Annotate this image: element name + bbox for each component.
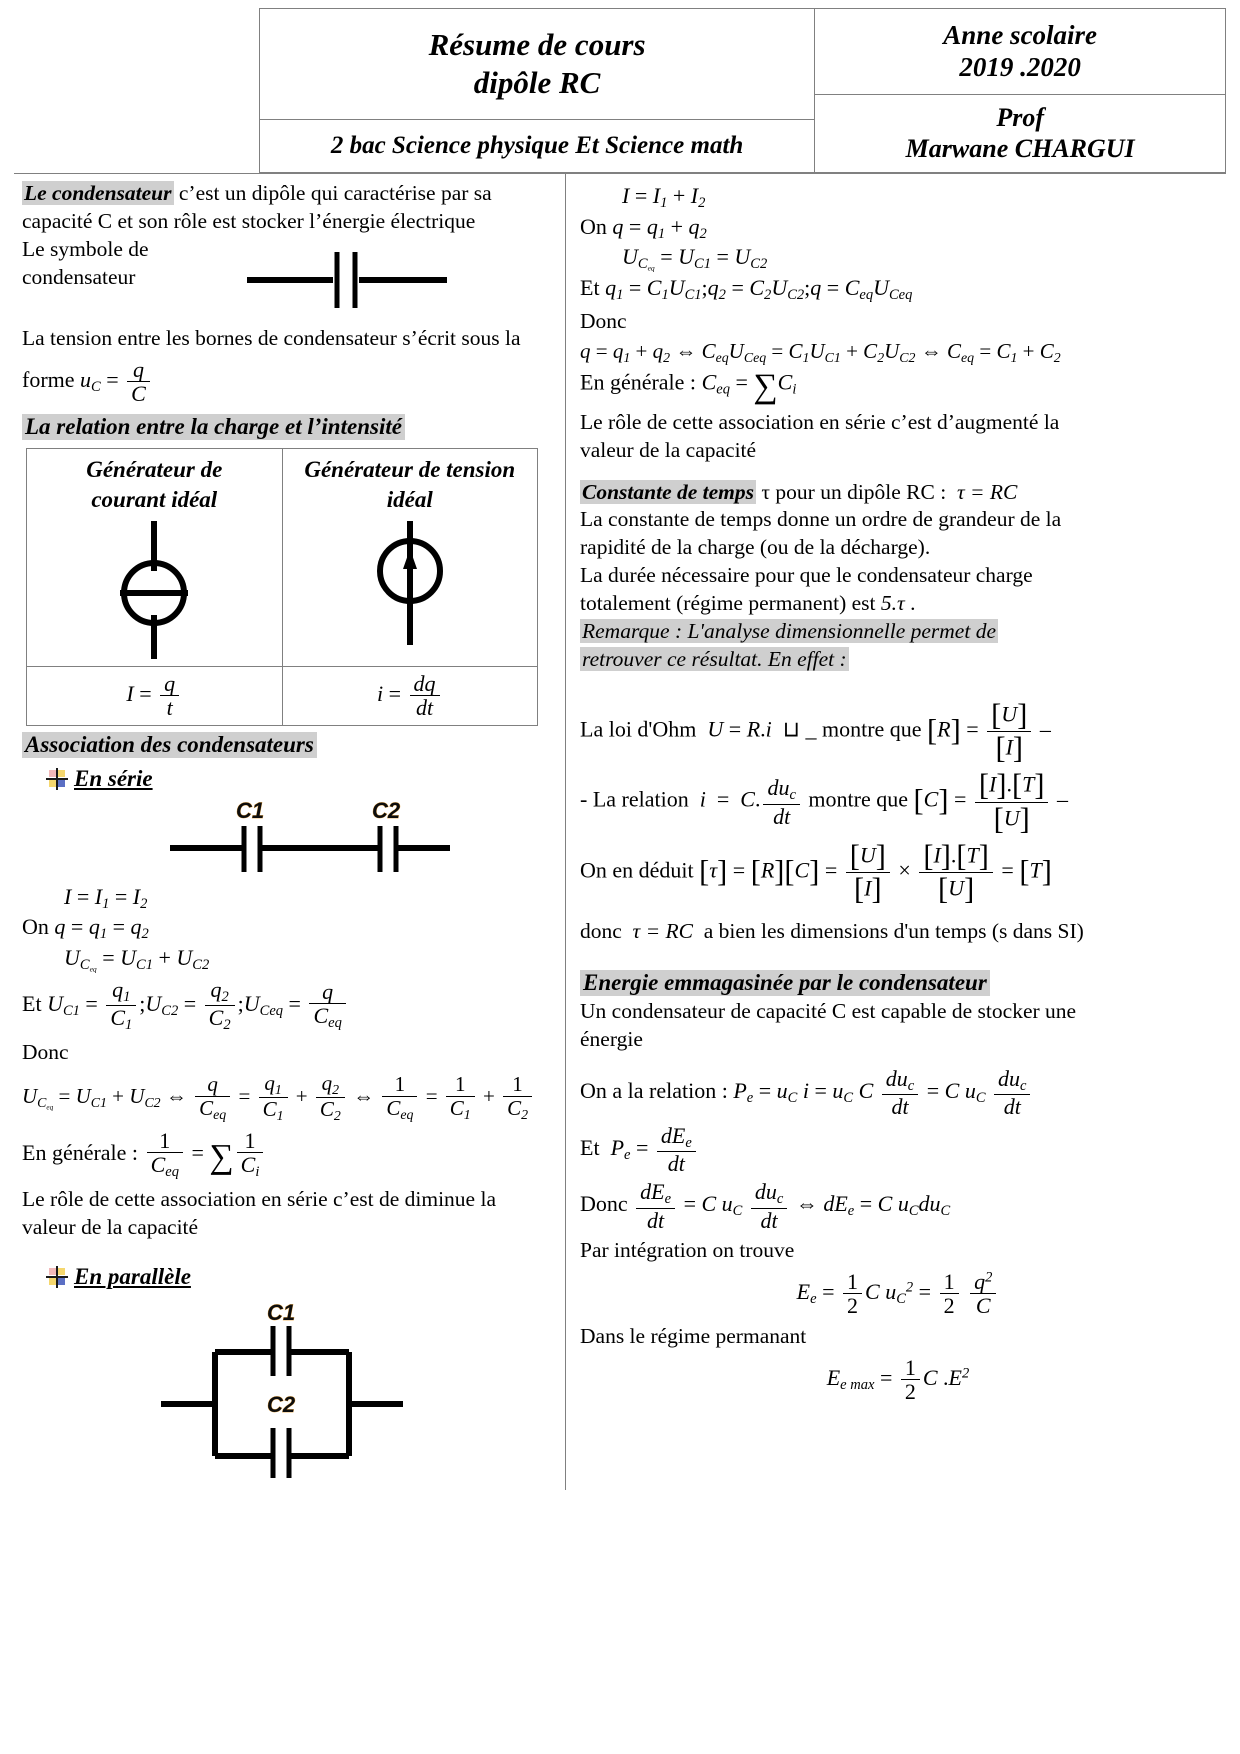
donc-tau-suffix: a bien les dimensions d'un temps (s dans SI) bbox=[703, 919, 1084, 944]
col1-header-line1: Générateur de bbox=[86, 457, 223, 483]
series-c2-label: C2 bbox=[371, 797, 400, 823]
relation-middle: montre que bbox=[808, 787, 909, 813]
serie-formula-generale: En générale : $\frac{1}{C_{eq}}$ = ∑ $\frac{1}{C_i}$ bbox=[22, 1129, 555, 1181]
energie-donc-label: Donc bbox=[580, 1191, 628, 1217]
formula-I-q-t: I = $\frac{q}{t}$ bbox=[126, 681, 182, 706]
generateurs-table bbox=[26, 448, 538, 725]
formula-uc: forme $u_C$ = $\frac{q}{C}$ bbox=[22, 358, 555, 406]
constante-temps-p4-a: totalement (régime permanent) est bbox=[580, 591, 876, 616]
relation-i-line: - La relation i = C. $\frac{du_c}{dt}$ montre que [C] = $\frac{[I].[T]}{[U]}$ – bbox=[580, 768, 1068, 836]
voltage-source-symbol-icon bbox=[284, 515, 537, 665]
condensateur-paragraph bbox=[22, 180, 555, 208]
series-circuit-diagram bbox=[62, 798, 555, 881]
donc-label-right: Donc bbox=[580, 308, 627, 333]
page-subtitle: 2 bac Science physique Et Science math bbox=[330, 132, 744, 159]
pinwheel-bullet-icon bbox=[48, 770, 66, 788]
pinwheel-bullet-icon-2 bbox=[48, 1268, 66, 1286]
par-formula-Ueq: $U_{Ceq} = U_{C1} = U_{C2}$ bbox=[622, 244, 768, 273]
header-title-block bbox=[259, 8, 815, 173]
regime-permanant-label: Dans le régime permanant bbox=[580, 1323, 807, 1348]
energie-formula-Eemax: $E_{e max}$ = $\frac{1}{2}$ C $.E^2$ bbox=[826, 1354, 970, 1405]
tension-text: La tension entre les bornes de condensateur s’écrit sous la bbox=[22, 325, 521, 350]
page-title-line1: Résume de cours bbox=[428, 27, 646, 63]
donc-label-left: Donc bbox=[22, 1039, 69, 1064]
relation-prefix: - La relation bbox=[580, 787, 689, 813]
loi-ohm-line: La loi d'Ohm U = R.i ⊔ _ montre que [R] = $\frac{[U]}{[I]}$ – bbox=[580, 698, 1051, 766]
tau-formula: τ = RC bbox=[951, 479, 1018, 504]
donc-tau-line bbox=[580, 918, 1216, 946]
current-source-symbol-icon bbox=[28, 515, 281, 665]
deduit-line: On en déduit [τ] = [R][C] = $\frac{[U]}{[I]}$ × $\frac{[I].[T]}{[U]}$ = [T] bbox=[580, 838, 1052, 906]
energie-formula-Ee: $E_e$ = $\frac{1}{2}$ C $u_C^2$ = $\frac{1}{2}$ $\frac{q^2}{C}$ bbox=[580, 1270, 1216, 1318]
table-formula-row bbox=[27, 666, 538, 725]
donc-tau-prefix: donc bbox=[580, 919, 622, 944]
formula-i-cell bbox=[282, 666, 538, 725]
energie-relation-line: On a la relation : $P_e = u_C$ $i = u_C$ C $\frac{du_c}{dt}$ = C $u_C$ $\frac{du_c}{dt}$ bbox=[580, 1067, 1216, 1119]
constante-temps-p3: La durée nécessaire pour que le condensateur charge bbox=[580, 563, 1033, 588]
header-left-blank bbox=[14, 8, 259, 173]
page-title-line2: dipôle RC bbox=[473, 65, 601, 100]
energie-et-line: Et $P_e$ = $\frac{dE_e}{dt}$ bbox=[580, 1124, 1216, 1176]
document-header bbox=[14, 8, 1226, 173]
remarque-line2 bbox=[580, 646, 1216, 674]
constante-temps-p4 bbox=[580, 590, 1216, 618]
table-header-row bbox=[27, 449, 538, 666]
capacitor-symbol-icon bbox=[237, 242, 467, 312]
serie-formula-I: $I = I_1 = I_2$ bbox=[64, 883, 148, 912]
series-c1-label: C1 bbox=[235, 797, 264, 823]
condensateur-text-1: c’est un dipôle qui caractérise par sa bbox=[173, 181, 492, 205]
et-label-right: Et bbox=[580, 275, 600, 301]
formula-I-cell bbox=[27, 666, 283, 725]
integration-label: Par intégration on trouve bbox=[580, 1238, 795, 1263]
constante-temps-p4-b: . bbox=[910, 591, 916, 616]
constante-temps-p1: La constante de temps donne un ordre de grandeur de la bbox=[580, 507, 1062, 532]
serie-formula-Ueq: $U_{Ceq} = U_{C1} + U_{C2}$ bbox=[64, 944, 210, 974]
parallel-c2-label: C2 bbox=[266, 1391, 295, 1417]
table-header-cell-courant bbox=[27, 449, 283, 666]
par-formula-I: $I = I_1 + I_2$ bbox=[622, 183, 706, 212]
energie-donc-line: Donc $\frac{dE_e}{dt}$ = C $u_C$ $\frac{du_c}{dt}$ ⇔ $dE_e = C$ $u_Cdu_C$ bbox=[580, 1179, 951, 1233]
remarque-text-1: Remarque : L'analyse dimensionnelle permet de bbox=[582, 619, 996, 644]
prof-name: Marwane CHARGUI bbox=[905, 133, 1135, 163]
constante-temps-p2: rapidité de la charge (ou de la décharge). bbox=[580, 535, 931, 560]
parallel-c1-label: C1 bbox=[266, 1299, 295, 1325]
header-title-cell bbox=[260, 9, 815, 120]
condensateur-heading: Le condensateur bbox=[24, 181, 172, 205]
document-body bbox=[14, 173, 1226, 1490]
remarque-text-2: retrouver ce résultat. En effet : bbox=[582, 647, 847, 672]
right-column bbox=[566, 174, 1226, 1490]
col2-header-line1: Générateur de tension bbox=[304, 457, 516, 483]
et-label-left: Et bbox=[22, 991, 42, 1016]
tau-rc-value: τ = RC bbox=[627, 919, 699, 944]
col2-header-line2: idéal bbox=[386, 486, 433, 512]
prof-label: Prof bbox=[996, 102, 1044, 132]
par-role-text-1: Le rôle de cette association en série c’est d’augmenté la bbox=[580, 409, 1060, 434]
en-generale-label-left: En générale : bbox=[22, 1139, 139, 1165]
school-year-label: Anne scolaire bbox=[943, 20, 1098, 51]
loi-ohm-prefix: La loi d'Ohm bbox=[580, 716, 697, 742]
symbole-text-1: Le symbole de bbox=[22, 236, 149, 261]
header-year-cell bbox=[815, 9, 1225, 95]
remarque-line1 bbox=[580, 618, 1216, 646]
symbole-text-2: condensateur bbox=[22, 264, 136, 289]
formula-i-dq-dt: i = $\frac{dq}{dt}$ bbox=[377, 681, 443, 706]
serie-formula-donc: $U_{Ceq} = U_{C1} + U_{C2}$ ⇔ $\frac{q}{C_{eq}}$ = $\frac{q_1}{C_1}$ + $\frac{q_2}{C_2}$ ⇔ $\frac{1}{C_{eq}}$ = $\frac{1}{C_1}$ + $\frac{1}{C_2}$ bbox=[22, 1072, 555, 1124]
en-serie-bullet-row bbox=[48, 766, 555, 792]
association-condensateurs-heading: Association des condensateurs bbox=[22, 732, 317, 758]
energie-p2: énergie bbox=[580, 1027, 643, 1052]
en-serie-label: En série bbox=[74, 765, 153, 791]
serie-role-text-2: valeur de la capacité bbox=[22, 1214, 199, 1239]
serie-role-text-1: Le rôle de cette association en série c’est de diminue la bbox=[22, 1186, 496, 1211]
par-formula-generale: En générale : $C_{eq} = \sum C_i$ bbox=[580, 367, 797, 405]
deduit-prefix: On en déduit bbox=[580, 857, 694, 883]
serie-formula-et: Et $U_{C1}$ = $\frac{q_1}{C_1}$ $;U_{C2}$ = $\frac{q_2}{C_2}$ $;U_{Ceq}$ = $\frac{q}{C_{eq}}$ bbox=[22, 978, 555, 1034]
left-column bbox=[14, 174, 566, 1490]
parallel-circuit-diagram bbox=[62, 1300, 555, 1490]
constante-temps-heading: Constante de temps bbox=[582, 479, 755, 504]
constante-temps-after: τ pour un dipôle RC : bbox=[756, 479, 947, 504]
energie-relation-label: On a la relation : bbox=[580, 1077, 728, 1103]
school-year-value: 2019 .2020 bbox=[959, 51, 1081, 82]
table-header-cell-tension bbox=[282, 449, 538, 666]
en-generale-label-right: En générale : bbox=[580, 369, 697, 395]
serie-formula-q: On $q = q_1 = q_2$ bbox=[22, 914, 149, 943]
energie-et-label: Et bbox=[580, 1134, 600, 1160]
on-label-right: On bbox=[580, 213, 607, 239]
par-role-text-2: valeur de la capacité bbox=[580, 437, 757, 462]
forme-label: forme bbox=[22, 366, 75, 392]
five-tau-value: 5.τ bbox=[880, 591, 905, 616]
par-formula-et: Et $q_1$ = $C_1U_{C1};q_2$ = $C_2U_{C2};q = C_{eq}U_{Ceq}$ bbox=[580, 275, 913, 304]
loi-ohm-middle: ⊔ _ montre que bbox=[782, 716, 922, 742]
header-info-block bbox=[814, 8, 1226, 173]
col1-header-line2: courant idéal bbox=[91, 486, 218, 512]
on-label-left: On bbox=[22, 914, 49, 940]
relation-charge-intensite-heading: La relation entre la charge et l’intensité bbox=[22, 414, 405, 440]
header-subtitle-cell bbox=[260, 120, 815, 172]
condensateur-text-2: capacité C et son rôle est stocker l’énergie électrique bbox=[22, 208, 476, 233]
par-formula-q: On $q = q_1 + q_2$ bbox=[580, 213, 707, 242]
energie-heading: Energie emmagasinée par le condensateur bbox=[580, 970, 990, 996]
par-formula-donc: $q = q_1 + q_2$ ⇔ $C_{eq}U_{Ceq} = C_1U_{C1} + C_2U_{C2}$ ⇔ $C_{eq} = C_1 + C_2$ bbox=[580, 338, 1061, 365]
energie-p1: Un condensateur de capacité C est capable de stocker une bbox=[580, 999, 1077, 1024]
constante-temps-line bbox=[580, 479, 1216, 507]
en-parallele-bullet-row bbox=[48, 1264, 555, 1290]
header-prof-cell bbox=[815, 95, 1225, 172]
en-parallele-label: En parallèle bbox=[74, 1263, 191, 1289]
